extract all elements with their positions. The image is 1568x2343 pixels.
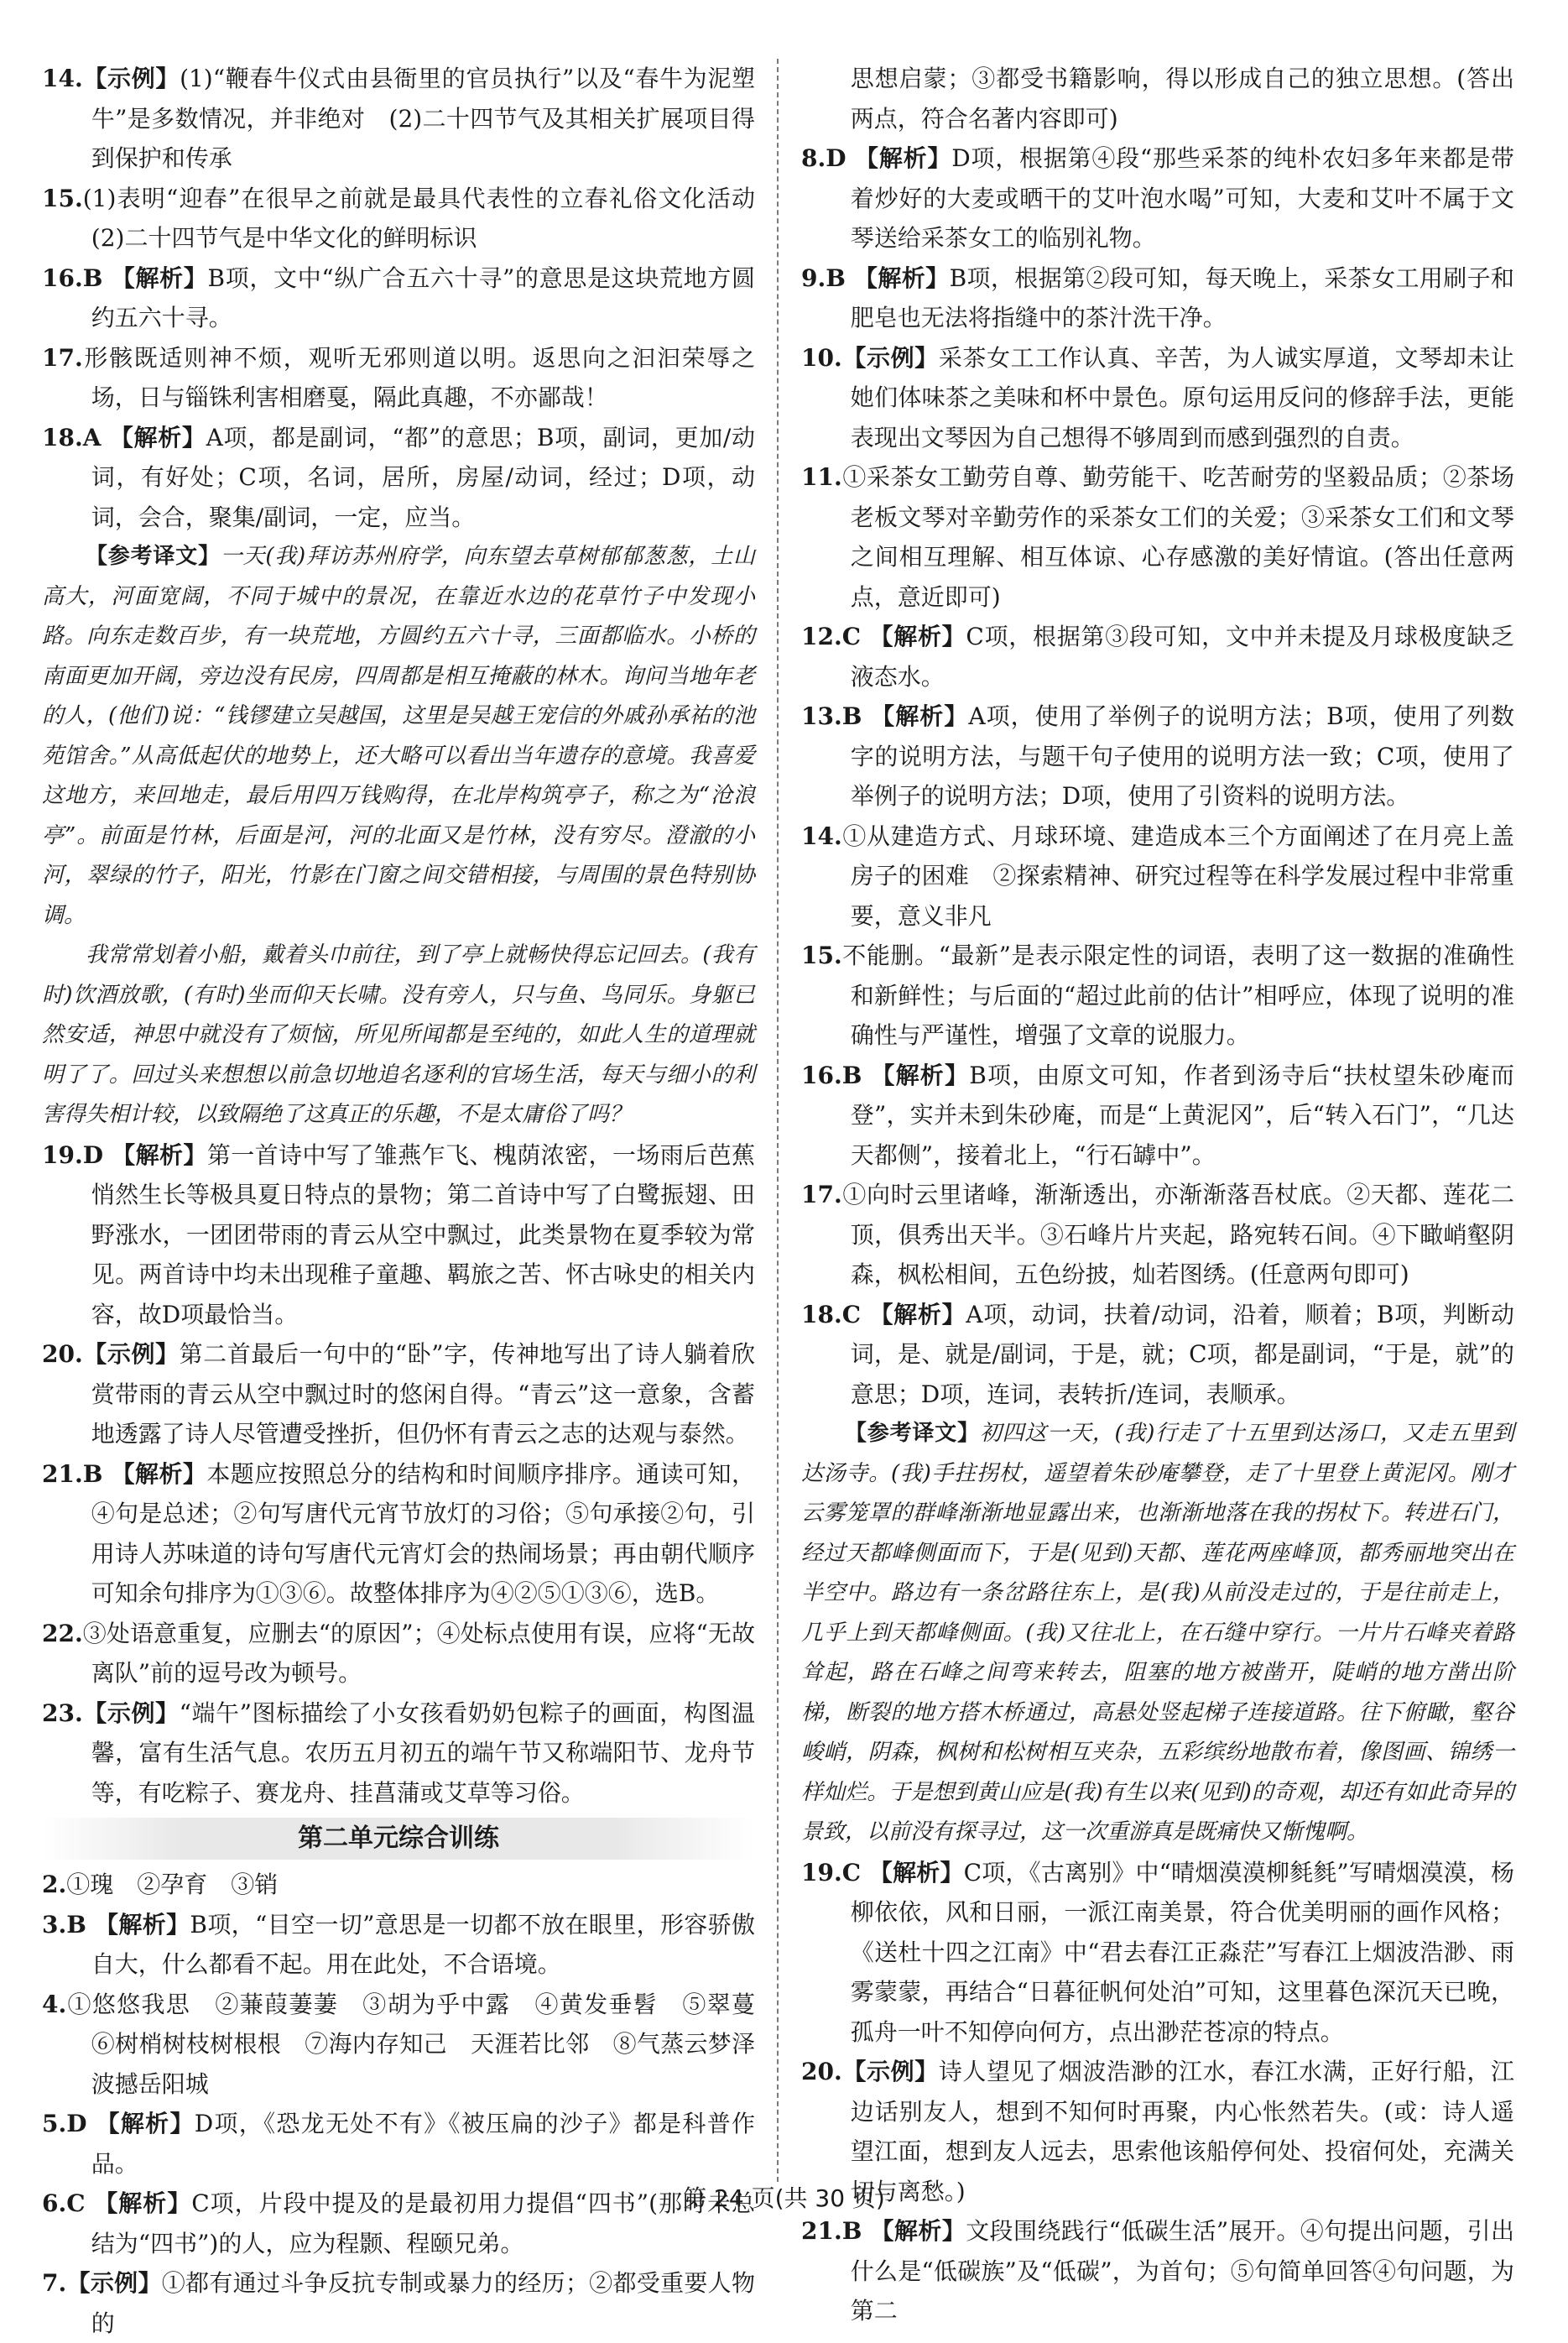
answer-item [801,258,1514,338]
answer-text: 第一首诗中写了雏燕乍飞、槐荫浓密，一场雨后芭蕉悄然生长等极具夏日特点的景物；第二首诗中写了白鹭振翅、田野涨水，一团团带雨的青云从空中飘过，此类景物在夏季较为常见。两首诗中均未出现稚子童趣、羁旅之苦、怀古咏史的相关内容，故D项最恰当。 [91,1140,756,1328]
answer-text: 第二首最后一句中的“卧”字，传神地写出了诗人躺着欣赏带雨的青云从空中飘过时的悠闲自得。“青云”这一意象，含蓄地透露了诗人尽管遭受挫折，但仍怀有青云之志的达观与泰然。 [91,1340,755,1448]
answer-text: 形骸既适则神不烦，观听无邪则道以明。返思向之汩汩荣辱之场，日与锱铢利害相磨戛，隔此真趣，不亦鄙哉！ [82,343,755,411]
answer-text: ③处语意重复，应删去“的原因”；④处标点使用有误，应将“无故离队”前的逗号改为顿号。 [82,1619,755,1687]
answer-text: C项，《古离别》中“晴烟漠漠柳毵毵”写晴烟漠漠，杨柳依依，风和日丽，一派江南美景，符合优美明丽的画作风格；《送杜十四之江南》中“君去春江正淼茫”写春江上烟波浩渺、雨雾蒙蒙，再结合“日暮征帆何处泊”可知，这里暮色深沉天已晚，孤舟一叶不知停向何方，点出渺茫苍凉的特点。 [850,1858,1514,2046]
answer-text: ①采茶女工勤劳自尊、勤劳能干、吃苦耐劳的坚毅品质；②茶场老板文琴对辛勤劳作的采茶女工们的关爱；③采茶女工们和文琴之间相互理解、相互体谅、心存感激的美好情谊。(答出任意两点，意近即可) [841,463,1514,611]
translation-paragraph: 我常常划着小船，戴着头巾前往，到了亭上就畅快得忘记回去。(我有时)饮酒放歌，(有时)坐而仰天长啸。没有旁人，只与鱼、鸟同乐。身躯已然安适，神思中就没有了烦恼，所见所闻都是至纯的，如此人生的道理就明了了。回过头来想想以前急切地追名逐利的官场生活，每天与细小的利害得失相计较，以致隔绝了这真正的乐趣，不是太庸俗了吗？ [42,942,755,1127]
answer-number: 16. [42,264,83,292]
answer-tag: B 【解析】 [841,2217,966,2245]
answer-item [42,338,755,418]
answer-number: 16. [801,1061,842,1089]
answer-tag: B 【解析】 [841,702,969,730]
answer-number: 20. [42,1340,83,1368]
answer-text: ①悠悠我思 ②蒹葭萋萋 ③胡为乎中露 ④黄发垂髫 ⑤翠蔓 ⑥树梢树枝树根根 ⑦海内存知己 天涯若比邻 ⑧气蒸云梦泽 波撼岳阳城 [66,1990,779,2098]
answer-text: B项，由原文可知，作者到汤寺后“扶杖望朱砂庵而登”，实并未到朱砂庵，而是“上黄泥冈”，后“转入石门”，“几达天都侧”，接着北上，“行石罅中”。 [850,1061,1514,1169]
answer-number: 19. [801,1858,842,1886]
answer-item [801,2211,1514,2331]
answer-number: 4. [42,1990,67,2018]
answer-tag: C 【解析】 [841,1300,966,1328]
answer-text: 本题应按照总分的结构和时间顺序排序。通读可知，④句是总述；②句写唐代元宵节放灯的习俗；⑤句承接②句，引用诗人苏味道的诗句写唐代元宵灯会的热闹场景；再由朝代顺序可知余句排序为①③⑥。故整体排序为④②⑤①③⑥，选B。 [91,1459,755,1607]
answer-tag: B 【解析】 [66,1910,190,1939]
answer-item [42,59,755,179]
answer-number: 15. [801,942,842,969]
answer-text: B项，文中“纵广合五六十寻”的意思是这块荒地方圆约五六十寻。 [91,264,755,331]
answer-item [801,338,1514,458]
answer-text: ①从建造方式、月球环境、建造成本三个方面阐述了在月亮上盖房子的困难 ②探索精神、研究过程等在科学发展过程中非常重要，意义非凡 [841,822,1514,930]
answer-item [801,1295,1514,1415]
answer-text: C项，片段中提及的是最初用力提倡“四书”(那时未总结为“四书”)的人，应为程颢、程颐兄弟。 [91,2189,755,2257]
answer-item [42,1135,755,1335]
right-column [801,59,1514,2325]
answer-text: ①瑰 ②孕育 ③销 [66,1871,279,1898]
answer-tag: D 【解析】 [66,2110,195,2137]
translation-paragraph [42,537,755,936]
answer-text: 不能删。“最新”是表示限定性的词语，表明了这一数据的准确性和新鲜性；与后面的“超过此前的估计”相呼应，体现了说明的准确性与严谨性，增强了文章的说服力。 [841,942,1514,1049]
answer-tag: C 【解析】 [841,623,966,650]
answer-tag: C 【解析】 [66,2189,192,2217]
answer-item [801,138,1514,258]
answer-text: 采茶女工工作认真、辛苦，为人诚实厚道，文琴却未让她们体味茶之美味和杯中景色。原句运用反问的修辞手法，更能表现出文琴因为自己想得不够周到而感到强烈的自责。 [850,343,1514,451]
answer-item [42,2104,755,2184]
answer-tag: A 【解析】 [82,423,206,451]
answer-item [801,817,1514,937]
left-translation [42,537,755,1135]
answer-item [42,2263,755,2343]
answer-tag: 【示例】 [82,1340,180,1368]
answer-tag: C 【解析】 [841,1858,964,1886]
translation-text: 初四这一天，(我)行走了十五里到达汤口，又走五里到达汤寺。(我)手拄拐杖，遥望着朱砂庵攀登，走了十里登上黄泥冈。刚才云雾笼罩的群峰渐渐地显露出来，也渐渐地落在我的拐杖下。转进石门，经过天都峰侧面而下，于是(见到)天都、莲花两座峰顶，都秀丽地突出在半空中。路边有一条岔路往东上，是(我)从前没走过的，于是往前走上，几乎上到天都峰侧面。(我)又往北上，在石缝中穿行。一片片石峰夹着路耸起，路在石峰之间弯来转去，阻塞的地方被凿开，陡峭的地方凿出阶梯，断裂的地方搭木桥通过，高悬处竖起梯子连接道路。往下俯瞰，壑谷峻峭，阴森，枫树和松树相互夹杂，五彩缤纷地散布着，像图画、锦绣一样灿烂。于是想到黄山应是(我)有生以来(见到)的奇观，却还有如此奇异的景致，以前没有探寻过，这一次重游真是既痛快又惭愧啊。 [801,1421,1514,1845]
answer-item [42,1905,755,1985]
left-items-a [42,59,779,537]
answer-item [42,1454,755,1614]
answer-tag: D 【解析】 [826,144,952,172]
answer-number: 15. [42,184,83,212]
answer-text: A项，动词，扶着/动词，沿着，顺着；B项，判断动词，是、就是/副词，于是，就；C项，都是副词，“于是，就”的意思；D项，连词，表转折/连词，表顺承。 [850,1300,1514,1408]
answer-number: 12. [801,623,842,650]
answer-number: 18. [42,423,83,451]
translation-tag: 【参考译文】 [86,544,221,569]
answer-item [801,1853,1514,2053]
answer-item [42,1985,779,2105]
answer-number: 17. [42,343,83,372]
right-items-a [801,59,1514,1414]
translation-text: 一天(我)拜访苏州府学，向东望去草树郁郁葱葱，土山高大，河面宽阔，不同于城中的景况，在靠近水边的花草竹子中发现小路。向东走数百步，有一块荒地，方圆约五六十寻，三面都临水。小桥的南面更加开阔，旁边没有民房，四周都是相互掩蔽的林木。询问当地年老的人，(他们)说：“钱镠建立吴越国，这里是吴越王宠信的外戚孙承祐的池苑馆舍。”从高低起伏的地势上，还大略可以看出当年遗存的意境。我喜爱这地方，来回地走，最后用四万钱购得，在北岸构筑亭子，称之为“沧浪亭”。前面是竹林，后面是河，河的北面又是竹林，没有穷尽。澄澈的小河，翠绿的竹子，阳光，竹影在门窗之间交错相接，与周围的景色特别协调。 [42,544,755,928]
answer-tag: 【示例】 [82,1699,180,1727]
answer-number: 5. [42,2110,67,2137]
answer-number: 14. [42,65,83,92]
answer-number: 2. [42,1871,67,1898]
answer-number: 19. [42,1140,83,1169]
answer-item [42,1693,755,1813]
answer-number: 14. [801,822,842,850]
answer-number: 18. [801,1300,842,1328]
answer-number: 3. [42,1910,67,1939]
answer-tag: 【示例】 [841,343,939,372]
answer-text: A项，都是副词，“都”的意思；B项，副词，更加/动词，有好处；C项，名词，居所，房屋/动词，经过；D项，动词，会合，聚集/副词，一定，应当。 [91,423,755,531]
answer-item [801,697,1514,817]
answer-text: ①向时云里诸峰，渐渐透出，亦渐渐落吾杖底。②天都、莲花二顶，俱秀出天半。③石峰片片夹起，路宛转石间。④下瞰峭壑阴森，枫松相间，五色纷披，灿若图绣。(任意两句即可) [841,1181,1514,1288]
answer-tag: 【示例】 [841,2058,939,2085]
answer-tag: B 【解析】 [82,264,208,292]
answer-item [801,1056,1514,1176]
answer-item [801,1175,1514,1295]
answer-number: 6. [42,2189,67,2217]
answer-number: 10. [801,343,842,372]
answer-item [42,179,779,258]
column-divider [777,59,779,2182]
translation-tag: 【参考译文】 [845,1421,980,1446]
answer-tag: B 【解析】 [826,264,950,292]
answer-item [801,936,1514,1056]
answer-tag: 【示例】 [82,65,180,92]
answer-text: 思想启蒙；③都受书籍影响，得以形成自己的独立思想。(答出两点，符合名著内容即可) [850,65,1514,133]
answer-text: ①都有通过斗争反抗专制或暴力的经历；②都受重要人物的 [91,2269,755,2337]
answer-number: 9. [801,264,826,292]
answer-item [42,1865,755,1905]
answer-item [801,457,1514,617]
answer-number: 11. [801,463,842,491]
answer-text: C项，根据第③段可知，文中并未提及月球极度缺乏液态水。 [850,623,1514,691]
answer-tag: 【示例】 [66,2269,162,2297]
answer-number: 7. [42,2269,67,2297]
right-translation [801,1414,1514,1853]
left-items-b [42,1135,755,1813]
answer-text: B项，根据第②段可知，每天晚上，采茶女工用刷子和肥皂也无法将指缝中的茶汁洗干净。 [850,264,1514,331]
answer-tag: D 【解析】 [82,1140,207,1169]
answer-text: 诗人望见了烟波浩渺的江水，春江水满，正好行船，江边话别友人，想到不知何时再聚，内心怅然若失。(或：诗人遥望江面，想到友人远去，思索他该船停何处、投宿何处，充满关切与离愁。) [850,2058,1514,2205]
answer-text: D项，根据第④段“那些采茶的纯朴农妇多年来都是带着炒好的大麦或晒干的艾叶泡水喝”可知，大麦和艾叶不属于文琴送给采茶女工的临别礼物。 [850,144,1514,252]
answer-text: 文段围绕践行“低碳生活”展开。④句提出问题，引出什么是“低碳族”及“低碳”，为首句；⑤句简单回答④句问题，为第二 [850,2217,1514,2325]
page-footer: 第 24 页(共 30 页) [683,2184,885,2212]
answer-number: 20. [801,2058,842,2085]
answer-tag: B 【解析】 [82,1459,207,1488]
answer-text: (1)“鞭春牛仪式由县衙里的官员执行”以及“春牛为泥塑牛”是多数情况，并非绝对 (2)二十四节气及其相关扩展项目得到保护和传承 [91,65,755,172]
answer-item [42,258,755,338]
answer-item [42,418,755,538]
answer-item [42,1614,755,1693]
section-title: 第二单元综合训练 [42,1818,755,1860]
answer-number: 13. [801,702,842,730]
answer-item [801,59,1514,138]
answer-number: 21. [801,2217,842,2245]
answer-text: “端午”图标描绘了小女孩看奶奶包粽子的画面，构图温馨，富有生活气息。农历五月初五的端午节又称端阳节、龙舟节等，有吃粽子、赛龙舟、挂菖蒲或艾草等习俗。 [91,1699,755,1807]
answer-number: 17. [801,1181,842,1208]
answer-text: D项，《恐龙无处不有》《被压扁的沙子》都是科普作品。 [91,2110,756,2178]
answer-text: B项，“目空一切”意思是一切都不放在眼里，形容骄傲自大，什么都看不起。用在此处，不合语境。 [91,1910,755,1978]
answer-number: 21. [42,1459,83,1488]
answer-number: 23. [42,1699,83,1727]
answer-item [801,617,1514,697]
answer-number: 8. [801,144,826,172]
translation-paragraph [801,1414,1514,1853]
answer-item [42,1334,755,1454]
answer-number: 22. [42,1619,83,1647]
right-items-b [801,1853,1514,2331]
answer-tag: B 【解析】 [841,1061,970,1089]
left-items-c [42,1865,779,2343]
answer-text: (1)表明“迎春”在很早之前就是最具代表性的立春礼俗文化活动 (2)二十四节气是中华文化的鲜明标识 [82,184,779,252]
left-column [42,59,779,2337]
answer-text: A项，使用了举例子的说明方法；B项，使用了列数字的说明方法，与题干句子使用的说明方法一致；C项，使用了举例子的说明方法；D项，使用了引资料的说明方法。 [850,702,1514,810]
